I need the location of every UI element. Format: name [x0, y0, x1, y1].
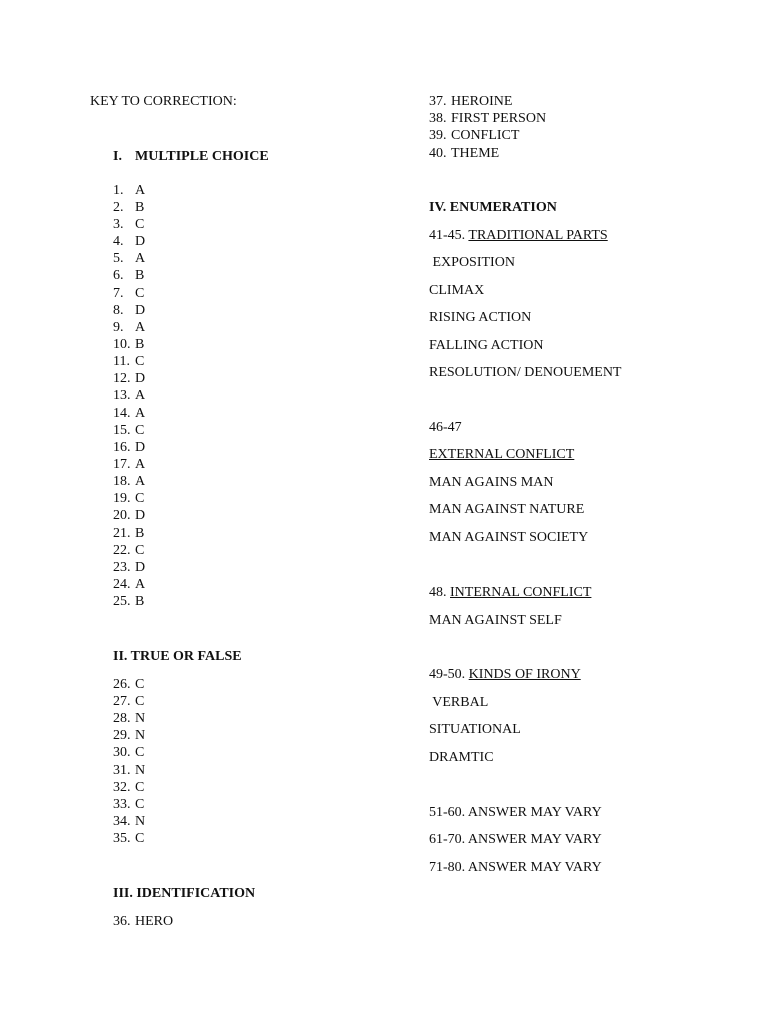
list-item: 19. C	[113, 491, 145, 506]
list-item: 38. FIRST PERSON	[429, 111, 547, 126]
list-item: 33. C	[113, 797, 145, 812]
list-item: 22. C	[113, 543, 145, 558]
list-item: 27. C	[113, 694, 145, 709]
list-item: RISING ACTION	[429, 310, 532, 325]
list-item: 31. N	[113, 763, 146, 778]
answer-may-vary-line: 51-60. ANSWER MAY VARY	[429, 805, 602, 820]
enumeration-group-title: 48. INTERNAL CONFLICT	[429, 585, 592, 600]
list-item: 3. C	[113, 217, 145, 232]
list-item: 1. A	[113, 183, 146, 198]
list-item: 17. A	[113, 457, 146, 472]
list-item: 29. N	[113, 728, 146, 743]
list-item: 24. A	[113, 577, 146, 592]
list-item: 34. N	[113, 814, 146, 829]
list-item: SITUATIONAL	[429, 722, 521, 737]
list-item: 36. HERO	[113, 914, 174, 929]
list-item: 9. A	[113, 320, 146, 335]
list-item: 15. C	[113, 423, 145, 438]
list-item: RESOLUTION/ DENOUEMENT	[429, 365, 622, 380]
list-item: 20. D	[113, 508, 146, 523]
list-item: MAN AGAINST SELF	[429, 613, 562, 628]
list-item: 13. A	[113, 388, 146, 403]
section-heading-identification: III. IDENTIFICATION	[113, 886, 256, 901]
list-item: 32. C	[113, 780, 145, 795]
list-item: 8. D	[113, 303, 146, 318]
list-item: 23. D	[113, 560, 146, 575]
list-item: 26. C	[113, 677, 145, 692]
list-item: 40. THEME	[429, 146, 500, 161]
list-item: FALLING ACTION	[429, 338, 544, 353]
list-item: 2. B	[113, 200, 145, 215]
section-heading-enumeration: IV. ENUMERATION	[429, 200, 557, 215]
list-item: 7. C	[113, 286, 145, 301]
section-heading-multiple-choice	[113, 148, 269, 165]
list-item: VERBAL	[429, 695, 489, 710]
list-item: 28. N	[113, 711, 146, 726]
list-item: EXPOSITION	[429, 255, 515, 270]
heading-number: I.	[113, 149, 122, 164]
section-heading-true-false: II. TRUE OR FALSE	[113, 649, 242, 664]
enumeration-group-title: EXTERNAL CONFLICT	[429, 447, 575, 462]
list-item: 39. CONFLICT	[429, 128, 520, 143]
list-item: 16. D	[113, 440, 146, 455]
list-item: MAN AGAINS MAN	[429, 475, 554, 490]
list-item: 30. C	[113, 745, 145, 760]
list-item: 18. A	[113, 474, 146, 489]
list-item: 4. D	[113, 234, 146, 249]
heading-text: MULTIPLE CHOICE	[135, 149, 269, 164]
list-item: DRAMTIC	[429, 750, 494, 765]
list-item: 12. D	[113, 371, 146, 386]
list-item: 37. HEROINE	[429, 94, 513, 109]
enumeration-group-title: 49-50. KINDS OF IRONY	[429, 667, 581, 682]
enumeration-group-title: 41-45. TRADITIONAL PARTS	[429, 228, 608, 243]
list-item: 14. A	[113, 406, 146, 421]
list-item: 35. C	[113, 831, 145, 846]
answer-may-vary-line: 61-70. ANSWER MAY VARY	[429, 832, 602, 847]
list-item: 25. B	[113, 594, 145, 609]
answer-may-vary-line: 71-80. ANSWER MAY VARY	[429, 860, 602, 875]
list-item: CLIMAX	[429, 283, 485, 298]
list-item: 6. B	[113, 268, 145, 283]
list-item: 5. A	[113, 251, 146, 266]
list-item: 11. C	[113, 354, 145, 369]
page-title: KEY TO CORRECTION:	[90, 94, 237, 109]
list-item: MAN AGAINST SOCIETY	[429, 530, 589, 545]
list-item: 10. B	[113, 337, 145, 352]
enumeration-group-number: 46-47	[429, 420, 462, 435]
list-item: MAN AGAINST NATURE	[429, 502, 585, 517]
list-item: 21. B	[113, 526, 145, 541]
